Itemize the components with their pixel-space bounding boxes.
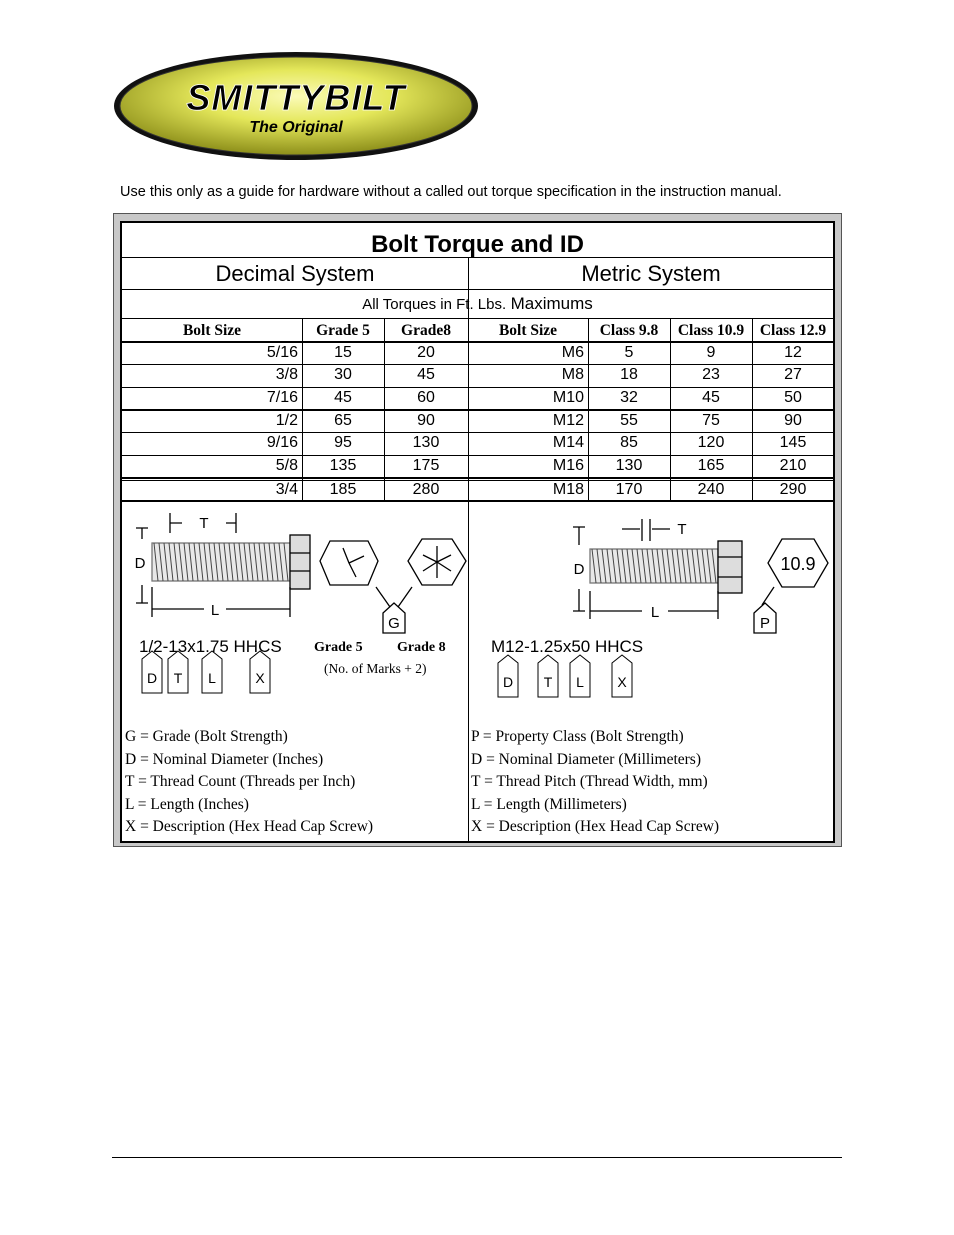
class-9-8-value: 5 <box>624 344 634 361</box>
class-9-8-value: 85 <box>620 434 638 451</box>
inch-tag-D: D <box>146 670 158 686</box>
grade5-value: 65 <box>334 412 352 429</box>
col-header-grade5: Grade 5 <box>316 322 370 339</box>
grade5-value: 185 <box>329 481 357 498</box>
grade8-value: 60 <box>417 389 435 406</box>
bolt-torque-chart-frame <box>113 213 842 847</box>
grade8-value: 45 <box>417 366 435 383</box>
legend-line: D = Nominal Diameter (Inches) <box>125 751 324 768</box>
bolt-size-decimal: 3/4 <box>275 481 298 498</box>
grade5-value: 135 <box>329 457 357 474</box>
class-10-9-value: 23 <box>702 366 720 383</box>
logo-tagline: The Original <box>249 119 343 136</box>
smittybilt-logo <box>112 50 480 162</box>
bolt-size-decimal: 1/2 <box>275 412 298 429</box>
bolt-size-metric: M6 <box>561 344 584 361</box>
metric-bolt-drawing <box>590 541 742 593</box>
metric-dim-D: D <box>573 561 585 578</box>
grade8-marks <box>423 546 451 578</box>
p-callout: P <box>759 615 771 632</box>
grade8-value: 280 <box>412 481 440 498</box>
grade8-label: Grade 8 <box>397 640 446 655</box>
legend-line: T = Thread Count (Threads per Inch) <box>125 773 356 790</box>
metric-tag-X: X <box>617 674 627 690</box>
class-12-9-value: 290 <box>779 481 807 498</box>
bolt-size-metric: M16 <box>552 457 584 474</box>
class-9-8-value: 32 <box>620 389 638 406</box>
legend-line: P = Property Class (Bolt Strength) <box>471 728 684 745</box>
class-9-8-value: 18 <box>620 366 638 383</box>
metric-tag-T: T <box>543 674 553 690</box>
class-10-9-value: 165 <box>697 457 725 474</box>
legend-line: T = Thread Pitch (Thread Width, mm) <box>471 773 708 790</box>
metric-tag-D: D <box>502 674 514 690</box>
bolt-size-metric: M8 <box>561 366 584 383</box>
decimal-system-heading: Decimal System <box>215 261 375 286</box>
torque-units: All Torques in Ft. Lbs. <box>362 296 507 313</box>
footer-rule <box>112 1157 842 1158</box>
class-10-9-value: 120 <box>697 434 725 451</box>
class-12-9-value: 90 <box>784 412 802 429</box>
class-9-8-value: 55 <box>620 412 638 429</box>
col-header-class-10-9: Class 10.9 <box>677 322 745 339</box>
chart-title: Bolt Torque and ID <box>371 231 584 258</box>
bolt-size-decimal: 9/16 <box>266 434 298 451</box>
legend-line: L = Length (Inches) <box>125 796 249 813</box>
inch-tag-L: L <box>208 670 216 686</box>
legend-line: G = Grade (Bolt Strength) <box>125 728 288 745</box>
inch-tag-T: T <box>173 670 183 686</box>
metric-dim-L: L <box>650 604 660 621</box>
bolt-size-metric: M14 <box>552 434 584 451</box>
grade8-value: 90 <box>417 412 435 429</box>
inch-dim-T: T <box>199 515 209 532</box>
class-10-9-value: 75 <box>702 412 720 429</box>
grade5-marks <box>343 548 364 577</box>
metric-code-tags <box>498 655 632 697</box>
class-12-9-value: 12 <box>784 344 802 361</box>
logo-brand: SMITTYBILT <box>186 77 406 118</box>
grade5-value: 45 <box>334 389 352 406</box>
bolt-size-decimal: 5/16 <box>266 344 298 361</box>
bolt-size-decimal: 7/16 <box>266 389 298 406</box>
grade5-label: Grade 5 <box>314 640 363 655</box>
class-9-8-value: 130 <box>615 457 643 474</box>
metric-dim-T: T <box>677 521 687 538</box>
bolt-size-metric: M12 <box>552 412 584 429</box>
class-10-9-head-label: 10.9 <box>780 554 816 574</box>
metric-system-heading: Metric System <box>581 261 721 286</box>
class-12-9-value: 50 <box>784 389 802 406</box>
bolt-size-decimal: 3/8 <box>275 366 298 383</box>
col-header-bolt-size-metric: Bolt Size <box>498 322 558 339</box>
inch-dim-L: L <box>210 602 220 619</box>
legend-line: L = Length (Millimeters) <box>471 796 627 813</box>
col-header-class-9-8: Class 9.8 <box>599 322 659 339</box>
class-9-8-value: 170 <box>615 481 643 498</box>
metric-bolt-code: M12-1.25x50 HHCS <box>491 637 644 656</box>
bolt-size-metric: M10 <box>552 389 584 406</box>
maximums-label: Maximums <box>510 294 593 313</box>
grade5-value: 15 <box>334 344 352 361</box>
class-12-9-value: 27 <box>784 366 802 383</box>
class-10-9-value: 240 <box>697 481 725 498</box>
g-callout: G <box>388 615 400 632</box>
col-header-grade8: Grade8 <box>401 322 451 339</box>
grade8-value: 20 <box>417 344 435 361</box>
guide-note: Use this only as a guide for hardware without a called out torque specification in the instruction manual. <box>120 184 782 200</box>
grade5-value: 30 <box>334 366 352 383</box>
class-10-9-value: 9 <box>706 344 716 361</box>
marks-note: (No. of Marks + 2) <box>324 661 427 676</box>
bolt-torque-chart <box>120 221 835 843</box>
grade5-value: 95 <box>334 434 352 451</box>
grade8-value: 130 <box>412 434 440 451</box>
bolt-size-metric: M18 <box>552 481 584 498</box>
class-12-9-value: 210 <box>779 457 807 474</box>
grade8-value: 175 <box>412 457 440 474</box>
col-header-class-12-9: Class 12.9 <box>759 322 827 339</box>
inch-bolt-drawing <box>152 535 310 589</box>
inch-dim-D: D <box>134 555 146 572</box>
class-12-9-value: 145 <box>779 434 807 451</box>
inch-bolt-code: 1/2-13x1.75 HHCS <box>139 637 282 656</box>
col-header-bolt-size-decimal: Bolt Size <box>182 322 242 339</box>
metric-tag-L: L <box>576 674 584 690</box>
class-10-9-value: 45 <box>702 389 720 406</box>
legend-line: D = Nominal Diameter (Millimeters) <box>471 751 701 768</box>
legend-line: X = Description (Hex Head Cap Screw) <box>471 818 720 835</box>
inch-code-tags <box>142 651 270 693</box>
legend-line: X = Description (Hex Head Cap Screw) <box>125 818 374 835</box>
bolt-size-decimal: 5/8 <box>275 457 298 474</box>
inch-tag-X: X <box>255 670 265 686</box>
